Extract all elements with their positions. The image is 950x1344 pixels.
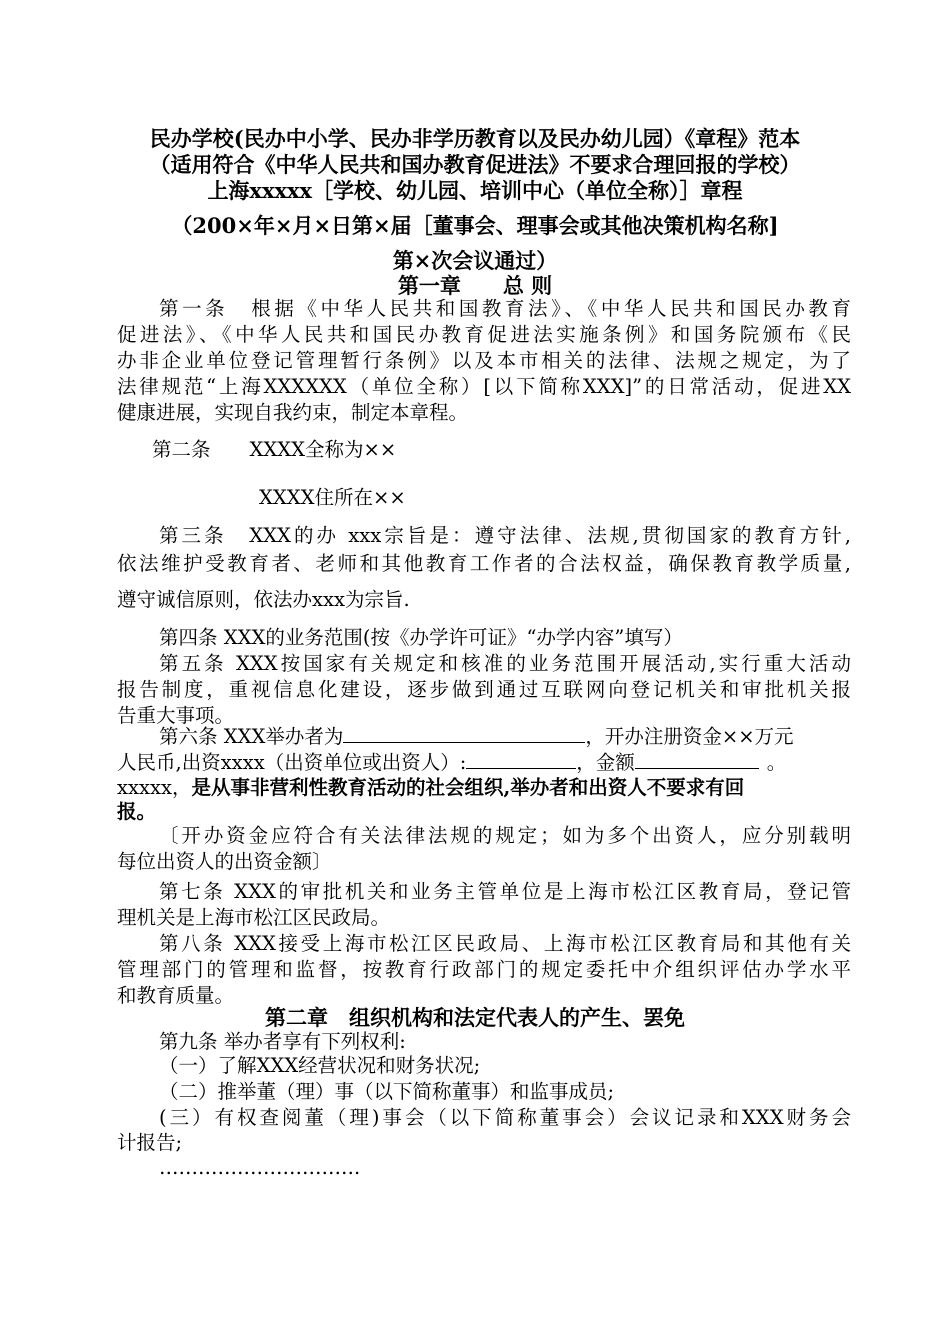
article-6-period: 。 — [766, 751, 787, 774]
article-1-line: 健康进展，实现自我约束，制定本章程。 — [117, 401, 469, 424]
article-1-line: 办非企业单位登记管理暂行条例》以及本市相关的法律、法规之规定，为了 — [117, 349, 851, 372]
chapter-2-heading: 第二章 组织机构和法定代表人的产生、罢免 — [265, 1005, 685, 1030]
article-7-line: 第七条 XXX的审批机关和业务主管单位是上海市松江区教育局，登记管 — [159, 880, 851, 903]
subtitle-line-2: 第×次会议通过） — [392, 248, 558, 273]
article-9: 第九条 举办者享有下列权利: — [159, 1030, 406, 1053]
ellipsis: …………………………. — [159, 1156, 361, 1179]
article-1-line: 第一条 根据《中华人民共和国教育法》、《中华人民共和国民办教育 — [159, 297, 851, 320]
title-line-3: 上海xxxxx［学校、幼儿园、培训中心（单位全称）］章程 — [207, 178, 743, 203]
article-2-name: 第二条 XXXX全称为×× — [152, 438, 397, 461]
article-6-name: xxxxx， — [117, 776, 192, 799]
article-5-line: 告重大事项。 — [117, 704, 235, 727]
article-1-line: 促进法》、《中华人民共和国民办教育促进法实施条例》和国务院颁布《民 — [117, 323, 851, 346]
article-6-amount-label: ，金额 — [576, 751, 635, 774]
article-9-item-2: （二）推举董（理）事（以下简称董事）和监事成员; — [159, 1080, 615, 1103]
article-6-capital-text: ，开办注册资金××万元 — [585, 725, 794, 748]
article-9-item-1: （一）了解XXX经营状况和财务状况; — [159, 1054, 481, 1077]
chapter-1-heading: 第一章 总 则 — [397, 273, 553, 298]
article-6-line-2 — [117, 750, 786, 776]
article-6-investor-label: 人民币,出资xxxx（出资单位或出资人）: — [117, 751, 467, 774]
article-6-nonprofit-statement: 是从事非营利性教育活动的社会组织,举办者和出资人不要求有回 — [191, 776, 745, 799]
investor-blank — [466, 750, 576, 769]
article-5-line: 报告制度，重视信息化建设，逐步做到通过互联网向登记机关和审批机关报 — [117, 678, 851, 701]
article-3-line: 遵守诚信原则，依法办xxx为宗旨. — [117, 588, 410, 611]
article-9-item-3-line: (三）有权查阅董（理)事会（以下简称董事会）会议记录和XXX财务会 — [159, 1106, 851, 1129]
article-9-item-3-line: 计报告; — [117, 1131, 183, 1154]
founder-blank — [343, 724, 585, 743]
funding-note-line: 〔开办资金应符合有关法律法规的规定；如为多个出资人，应分别载明 — [159, 824, 851, 847]
subtitle-line-1: （200×年×月×日第×届［董事会、理事会或其他决策机构名称] — [171, 213, 779, 238]
article-6-line-4: 报。 — [117, 800, 157, 823]
article-5-line: 第五条 XXX按国家有关规定和核准的业务范围开展活动,实行重大活动 — [159, 652, 851, 675]
article-1-line: 法律规范“上海XXXXXX（单位全称）[以下简称XXX]”的日常活动，促进XX — [117, 375, 851, 398]
title-line-1: 民办学校(民办中小学、民办非学历教育以及民办幼儿园）《章程》范本 — [149, 126, 801, 151]
article-4: 第四条 XXX的业务范围(按《办学许可证》“办学内容”填写） — [159, 626, 683, 649]
article-2-address: XXXX住所在×× — [259, 486, 406, 509]
article-8-line: 第八条 XXX接受上海市松江区民政局、上海市松江区教育局和其他有关 — [159, 932, 851, 955]
article-3-line: 依法维护受教育者、老师和其他教育工作者的合法权益，确保教育教学质量, — [117, 552, 851, 575]
article-8-line: 管理部门的管理和监督，按教育行政部门的规定委托中介组织评估办学水平 — [117, 958, 851, 981]
article-6-line-1 — [159, 724, 794, 750]
article-6-line-3 — [117, 775, 744, 801]
funding-note-line: 每位出资人的出资金额〕 — [117, 850, 332, 873]
article-8-line: 和教育质量。 — [117, 984, 235, 1007]
article-7-line: 理机关是上海市松江区民政局。 — [117, 906, 391, 929]
title-line-2: （适用符合《中华人民共和国办教育促进法》不要求合理回报的学校） — [149, 152, 801, 177]
article-6-founder-label: 第六条 XXX举办者为 — [159, 725, 344, 748]
amount-blank — [635, 750, 759, 769]
article-3-line: 第三条 XXX的办 xxx宗旨是：遵守法律、法规,贯彻国家的教育方针, — [159, 524, 851, 547]
